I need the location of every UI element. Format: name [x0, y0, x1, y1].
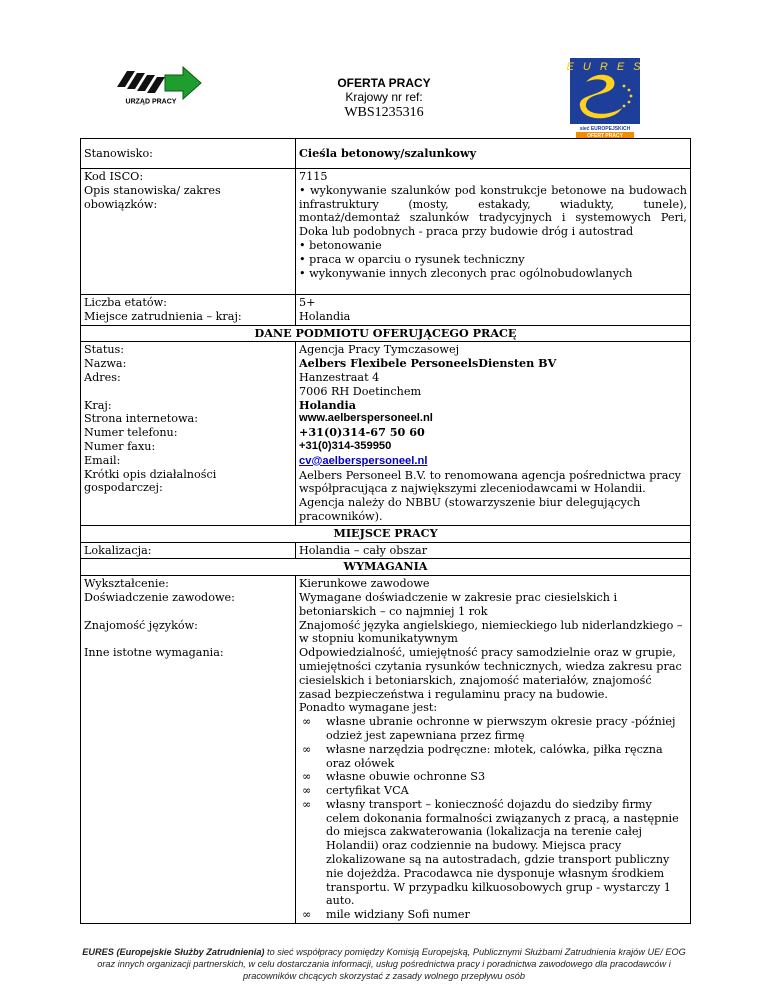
education-value: Kierunkowe zawodowe [299, 577, 430, 591]
footer-line-2: oraz innych organizacji partnerskich, w celu dostarczania informacji, usług pośrednictwa pracy i poradnictwa zawodowego dla pracodawców i [97, 959, 671, 969]
requirements-values [296, 576, 691, 924]
address-line-1: Hanzestraat 4 [299, 370, 380, 384]
phone-value: +31(0)314-67 50 60 [299, 425, 425, 440]
name-label: Nazwa: [84, 357, 127, 371]
list-item: ∞ własne ubranie ochronne w pierwszym okresie pracy -później odzież jest zapewniana przez firmę [302, 715, 676, 742]
footer [40, 946, 728, 982]
languages-value: Znajomość języka angielskiego, niemieckiego lub niderlandzkiego – w stopniu komunikatywnym [299, 618, 683, 646]
isco-label: Kod ISCO: [84, 170, 144, 183]
position-value: Cieśla betonowy/szalunkowy [296, 139, 691, 169]
list-item: ∞ własne narzędzia podręczne: młotek, calówka, piłka ręczna oraz ołówek [302, 742, 663, 770]
infinity-bullet-icon: ∞ [302, 742, 312, 756]
isco-values [296, 169, 691, 295]
employer-labels [81, 342, 296, 525]
ref-label: Krajowy nr ref: [345, 90, 423, 104]
job-desc-item: • wykonywanie innych zleconych prac ogólnobudowlanych [299, 266, 633, 280]
list-item: ∞ własne obuwie ochronne S3 [302, 770, 486, 784]
infinity-bullet-icon: ∞ [302, 797, 312, 811]
ref-number: WBS1235316 [344, 105, 424, 120]
section-requirements [81, 559, 691, 576]
infinity-bullet-icon: ∞ [302, 908, 312, 922]
address-label: Adres: [84, 370, 121, 384]
employer-values [296, 342, 691, 525]
company-name: Aelbers Flexibele PersoneelsDiensten BV [299, 356, 557, 371]
location-label: Lokalizacja: [81, 542, 296, 559]
job-desc-item: • praca w oparciu o rysunek techniczny [299, 252, 525, 266]
other-intro: Odpowiedzialność, umiejętność pracy samodzielnie oraz w grupie, umiejętności czytania rysunków technicznych, wiedza zakresu prac ciesielskich i betoniarskich, znajomość materiałów, znajomość zasad bezpieczeństwa i regulaminu pracy na budowie. [299, 646, 682, 701]
row-isco [81, 169, 691, 295]
jobs-values [296, 295, 691, 326]
job-desc-label: Opis stanowiska/ zakres obowiązków: [84, 183, 221, 211]
infinity-bullet-icon: ∞ [302, 770, 312, 784]
isco-code: 7115 [299, 170, 328, 183]
infinity-bullet-icon: ∞ [302, 784, 312, 798]
row-requirements [81, 576, 691, 924]
job-desc-item: • wykonywanie szalunków pod konstrukcje betonowe na budowach infrastruktury (mosty, estakady, wiadukty, tunele), montaż/demontaż szalunków tradycyjnych i systemowych Peri, Doka lub podobnych - praca przy budowie dróg i autostrad [299, 183, 687, 239]
jobs-count: 5+ [299, 296, 316, 309]
footer-line-1: to sieć współpracy pomiędzy Komisją Europejską, Publicznymi Służbami Zatrudnienia krajów UE/ EOG [264, 947, 686, 957]
row-place [81, 542, 691, 559]
section-employer [81, 325, 691, 342]
footer-bold: EURES (Europejskie Służby Zatrudnienia) [82, 947, 265, 957]
website-link[interactable]: www.aelberspersoneel.nl [299, 412, 433, 425]
address-line-2: 7006 RH Doetinchem [299, 384, 422, 398]
document-header [0, 76, 768, 122]
fax-label: Numer faxu: [84, 439, 156, 453]
www-label: Strona internetowa: [84, 412, 198, 426]
experience-label: Doświadczenie zawodowe: [84, 590, 235, 604]
other-more: Ponadto wymagane jest: [299, 701, 438, 715]
country-value: Holandia [299, 397, 356, 412]
list-item: ∞ mile widziany Sofi numer [302, 908, 470, 922]
experience-value: Wymagane doświadczenie w zakresie prac ciesielskich i betoniarskich – co najmniej 1 rok [299, 590, 618, 618]
footer-line-3: pracowników chcących skorzystać z zasady wolnego przepływu osób [243, 971, 525, 981]
status-label: Status: [84, 343, 125, 357]
requirements-section-title: WYMAGANIA [81, 559, 691, 576]
location-value: Holandia – cały obszar [296, 542, 691, 559]
jobs-count-label: Liczba etatów: [84, 296, 167, 309]
place-section-title: MIEJSCE PRACY [81, 525, 691, 542]
business-desc: Aelbers Personeel B.V. to renomowana agencja pośrednictwa pracy współpracująca z największymi zleceniodawcami w Holandii. Agencja należy do NBBU (stowarzyszenie biur delegujących pracowników). [299, 468, 681, 523]
svg-text:E U R E S: E U R E S [566, 61, 644, 73]
status-value: Agencja Pracy Tymczasowej [299, 343, 460, 357]
section-place [81, 525, 691, 542]
row-employer [81, 342, 691, 525]
job-desc-item: • betonowanie [299, 238, 382, 252]
jobs-country: Holandia [299, 309, 351, 323]
education-label: Wykształcenie: [84, 577, 169, 591]
business-desc-label: Krótki opis działalności gospodarczej: [84, 467, 217, 495]
other-requirements-label: Inne istotne wymagania: [84, 646, 224, 660]
position-label: Stanowisko: [81, 139, 296, 169]
eures-logo [566, 56, 644, 138]
list-item: ∞ własny transport – konieczność dojazdu do siedziby firmy celem dokonania formalności związanych z pracą, a następnie do miejsca zakwaterowania (lokalizacja na terenie całej Holandii) oraz codziennie na budowy. Miejsca pracy zlokalizowane są na autostradach, gdzie transport publiczny nie dojeżdża. Pracodawca nie dysponuje własnym środkiem transportu. W przypadku kilkuosobowych grup - wystarczy 1 auto. [302, 797, 679, 908]
fax-value: +31(0)314-359950 [299, 439, 392, 452]
requirements-list [299, 715, 687, 922]
infinity-bullet-icon: ∞ [302, 715, 312, 729]
offer-table [80, 138, 691, 924]
employer-section-title: DANE PODMIOTU OFERUJĄCEGO PRACĘ [81, 325, 691, 342]
jobs-labels [81, 295, 296, 326]
offer-title: OFERTA PRACY [337, 76, 431, 90]
logo-caption-2: OFERT PRACY [587, 133, 623, 138]
logo-text: URZĄD PRACY [125, 98, 177, 106]
logo-caption-1: sieć EUROPEJSKICH [579, 126, 631, 132]
email-link[interactable]: cv@aelberspersoneel.nl [299, 454, 428, 467]
requirements-labels [81, 576, 296, 924]
country-label: Kraj: [84, 398, 112, 412]
email-label: Email: [84, 453, 121, 467]
row-jobs [81, 295, 691, 326]
list-item: ∞ certyfikat VCA [302, 784, 409, 798]
isco-labels [81, 169, 296, 295]
languages-label: Znajomość języków: [84, 618, 198, 632]
jobs-country-label: Miejsce zatrudnienia – kraj: [84, 309, 242, 323]
phone-label: Numer telefonu: [84, 426, 178, 440]
row-position [81, 139, 691, 169]
